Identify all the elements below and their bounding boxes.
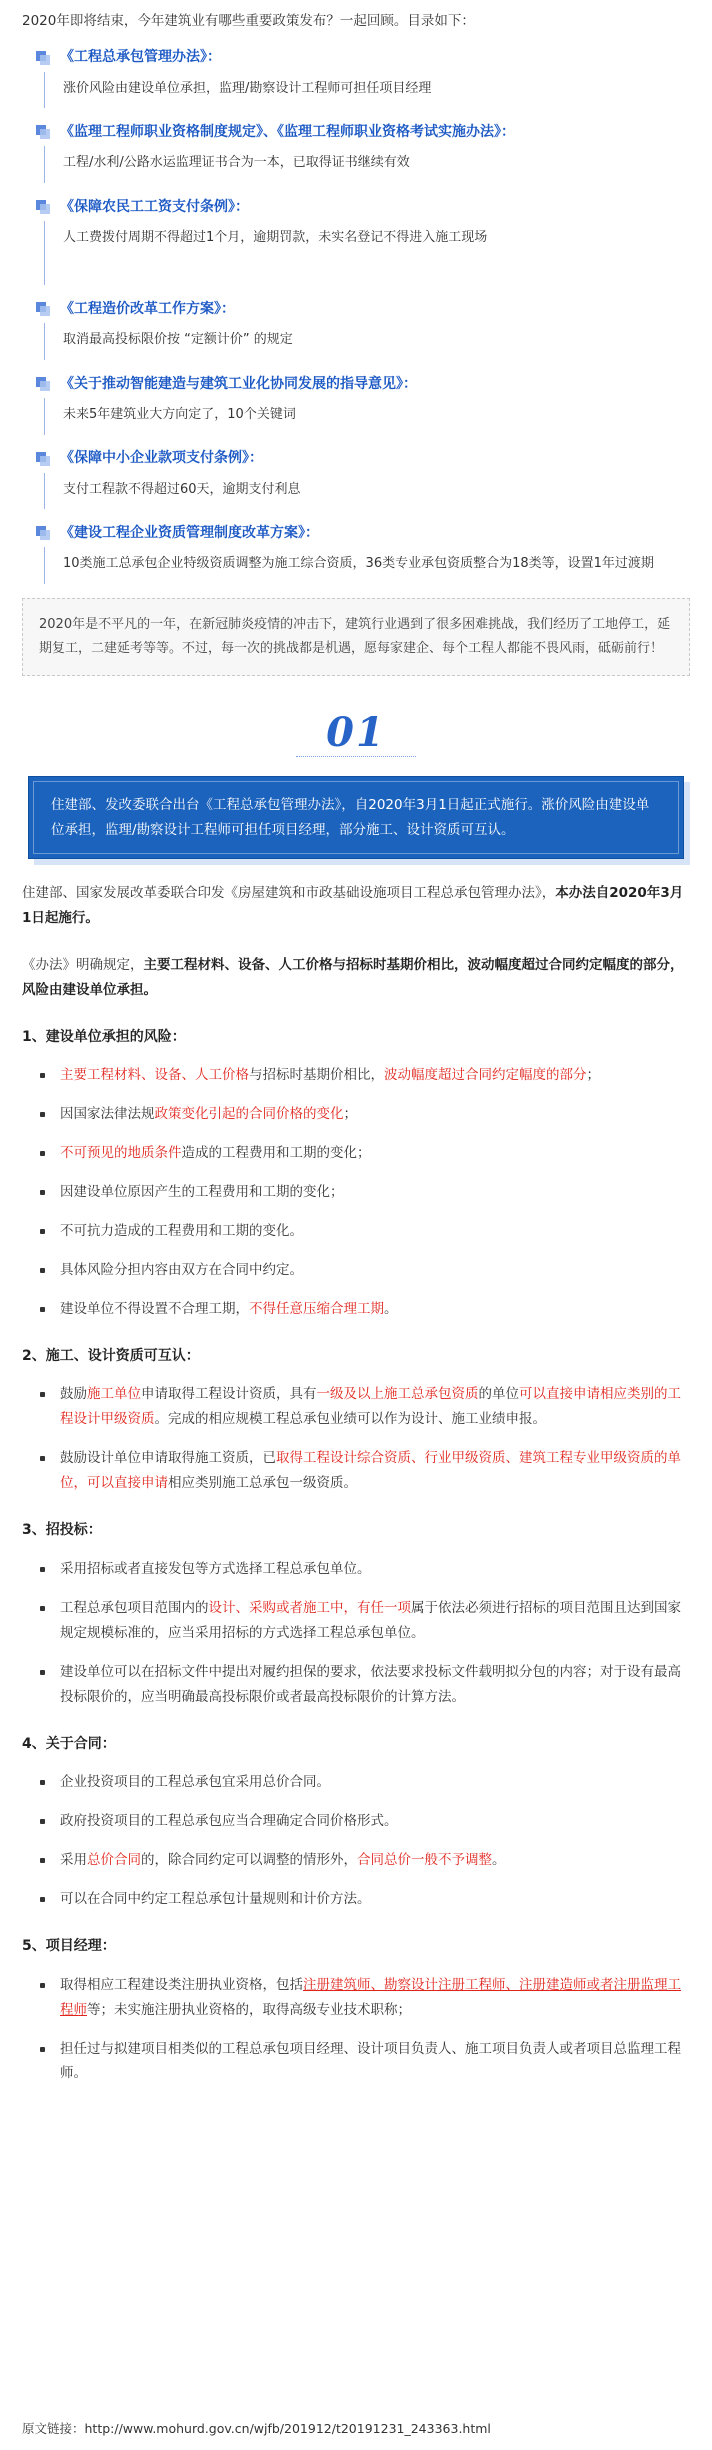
square-bullet-icon <box>36 452 50 466</box>
toc-item-title[interactable]: 《关于推动智能建造与建筑工业化协同发展的指导意见》： <box>60 375 417 392</box>
list-item: 建设单位可以在招标文件中提出对履约担保的要求，依法要求投标文件载明拟分包的内容；对于设有最高投标限价的，应当明确最高投标限价或者最高投标限价的计算方法。 <box>22 1660 690 1710</box>
section-heading: 2、施工、设计资质可互认： <box>22 1347 200 1364</box>
toc-item-title[interactable]: 《工程总承包管理办法》： <box>60 49 221 66</box>
toc-item <box>36 193 690 285</box>
list-item: 取得相应工程建设类注册执业资格，包括注册建筑师、勘察设计注册工程师、注册建造师或者注册监理工程师等；未实施注册执业资格的，取得高级专业技术职称； <box>22 1973 690 2023</box>
toc-item <box>36 295 690 360</box>
toc-item-desc: 人工费拨付周期不得超过1个月，逾期罚款，未实名登记不得进入施工现场 <box>44 221 690 285</box>
intro-text: 2020年即将结束，今年建筑业有哪些重要政策发布？一起回顾。目录如下： <box>22 13 475 29</box>
section-number <box>22 698 690 772</box>
list-item: 因国家法律法规政策变化引起的合同价格的变化； <box>22 1102 690 1127</box>
list-item: 可以在合同中约定工程总承包计量规则和计价方法。 <box>22 1887 690 1912</box>
toc-item-title[interactable]: 《保障农民工工资支付条例》： <box>60 198 249 215</box>
toc-item-desc: 取消最高投标限价按 “定额计价” 的规定 <box>44 323 690 360</box>
list-item: 企业投资项目的工程总承包宜采用总价合同。 <box>22 1770 690 1795</box>
toc-item <box>36 445 690 510</box>
toc-item-title[interactable]: 《工程造价改革工作方案》： <box>60 300 235 317</box>
summary-box: 2020年是不平凡的一年，在新冠肺炎疫情的冲击下，建筑行业遇到了很多困难挑战，我们经历了工地停工，延期复工，二建延考等等。不过，每一次的挑战都是机遇，愿每家建企、每个工程人都能不畏风雨，砥砺前行！ <box>22 598 690 676</box>
square-bullet-icon <box>36 51 50 65</box>
toc-item <box>36 118 690 183</box>
toc-item-desc: 10类施工总承包企业特级资质调整为施工综合资质，36类专业承包资质整合为18类等，设置1年过渡期 <box>44 547 690 584</box>
toc-item-title[interactable]: 《建设工程企业资质管理制度改革方案》： <box>60 525 319 542</box>
toc-item-desc: 涨价风险由建设单位承担，监理/勘察设计工程师可担任项目经理 <box>44 72 690 109</box>
bullet-list <box>22 1973 690 2087</box>
section-heading: 4、关于合同： <box>22 1735 116 1752</box>
square-bullet-icon <box>36 125 50 139</box>
list-item: 不可预见的地质条件造成的工程费用和工期的变化； <box>22 1141 690 1166</box>
toc-item <box>36 44 690 109</box>
list-item: 鼓励设计单位申请取得施工资质，已取得工程设计综合资质、行业甲级资质、建筑工程专业甲级资质的单位，可以直接申请相应类别施工总承包一级资质。 <box>22 1446 690 1496</box>
section-number-text: 01 <box>326 709 386 757</box>
list-item: 建设单位不得设置不合理工期，不得任意压缩合理工期。 <box>22 1297 690 1322</box>
bullet-list <box>22 1557 690 1710</box>
section-heading: 3、招投标： <box>22 1522 102 1539</box>
toc-item-desc: 未来5年建筑业大方向定了，10个关键词 <box>44 398 690 435</box>
list-item: 鼓励施工单位申请取得工程设计资质，具有一级及以上施工总承包资质的单位可以直接申请相应类别的工程设计甲级资质。完成的相应规模工程总承包业绩可以作为设计、施工业绩申报。 <box>22 1382 690 1432</box>
divider <box>296 756 416 757</box>
list-item: 主要工程材料、设备、人工价格与招标时基期价相比，波动幅度超过合同约定幅度的部分； <box>22 1063 690 1088</box>
source-link[interactable]: 原文链接：http://www.mohurd.gov.cn/wjfb/201912/t20191231_243363.html <box>22 2421 491 2436</box>
square-bullet-icon <box>36 526 50 540</box>
square-bullet-icon <box>36 377 50 391</box>
section-heading: 1、建设单位承担的风险： <box>22 1028 186 1045</box>
paragraph: 《办法》明确规定，主要工程材料、设备、人工价格与招标时基期价相比，波动幅度超过合同约定幅度的部分，风险由建设单位承担。 <box>22 956 684 998</box>
list-item: 采用总价合同的，除合同约定可以调整的情形外，合同总价一般不予调整。 <box>22 1848 690 1873</box>
list-item: 采用招标或者直接发包等方式选择工程总承包单位。 <box>22 1557 690 1582</box>
square-bullet-icon <box>36 200 50 214</box>
list-item: 因建设单位原因产生的工程费用和工期的变化； <box>22 1180 690 1205</box>
toc-item-desc: 工程/水利/公路水运监理证书合为一本，已取得证书继续有效 <box>44 146 690 183</box>
toc-item-title[interactable]: 《保障中小企业款项支付条例》： <box>60 450 263 467</box>
list-item: 具体风险分担内容由双方在合同中约定。 <box>22 1258 690 1283</box>
toc-item <box>36 370 690 435</box>
bullet-list <box>22 1770 690 1912</box>
toc-item-title[interactable]: 《监理工程师职业资格制度规定》、《监理工程师职业资格考试实施办法》： <box>60 124 515 141</box>
toc <box>22 44 690 585</box>
list-item: 不可抗力造成的工程费用和工期的变化。 <box>22 1219 690 1244</box>
toc-item <box>36 519 690 584</box>
square-bullet-icon <box>36 302 50 316</box>
list-item: 工程总承包项目范围内的设计、采购或者施工中，有任一项属于依法必须进行招标的项目范围且达到国家规定规模标准的，应当采用招标的方式选择工程总承包单位。 <box>22 1596 690 1646</box>
list-item: 担任过与拟建项目相类似的工程总承包项目经理、设计项目负责人、施工项目负责人或者项目总监理工程师。 <box>22 2037 690 2087</box>
bullet-list <box>22 1382 690 1496</box>
list-item: 政府投资项目的工程总承包应当合理确定合同价格形式。 <box>22 1809 690 1834</box>
section-heading: 5、项目经理： <box>22 1938 116 1955</box>
bullet-list <box>22 1063 690 1322</box>
highlight-box: 住建部、发改委联合出台《工程总承包管理办法》，自2020年3月1日起正式施行。涨价风险由建设单位承担，监理/勘察设计工程师可担任项目经理，部分施工、设计资质可互认。 <box>28 776 684 859</box>
toc-item-desc: 支付工程款不得超过60天，逾期支付利息 <box>44 473 690 510</box>
paragraph: 住建部、国家发展改革委联合印发《房屋建筑和市政基础设施项目工程总承包管理办法》，本办法自2020年3月1日起施行。 <box>22 884 684 926</box>
